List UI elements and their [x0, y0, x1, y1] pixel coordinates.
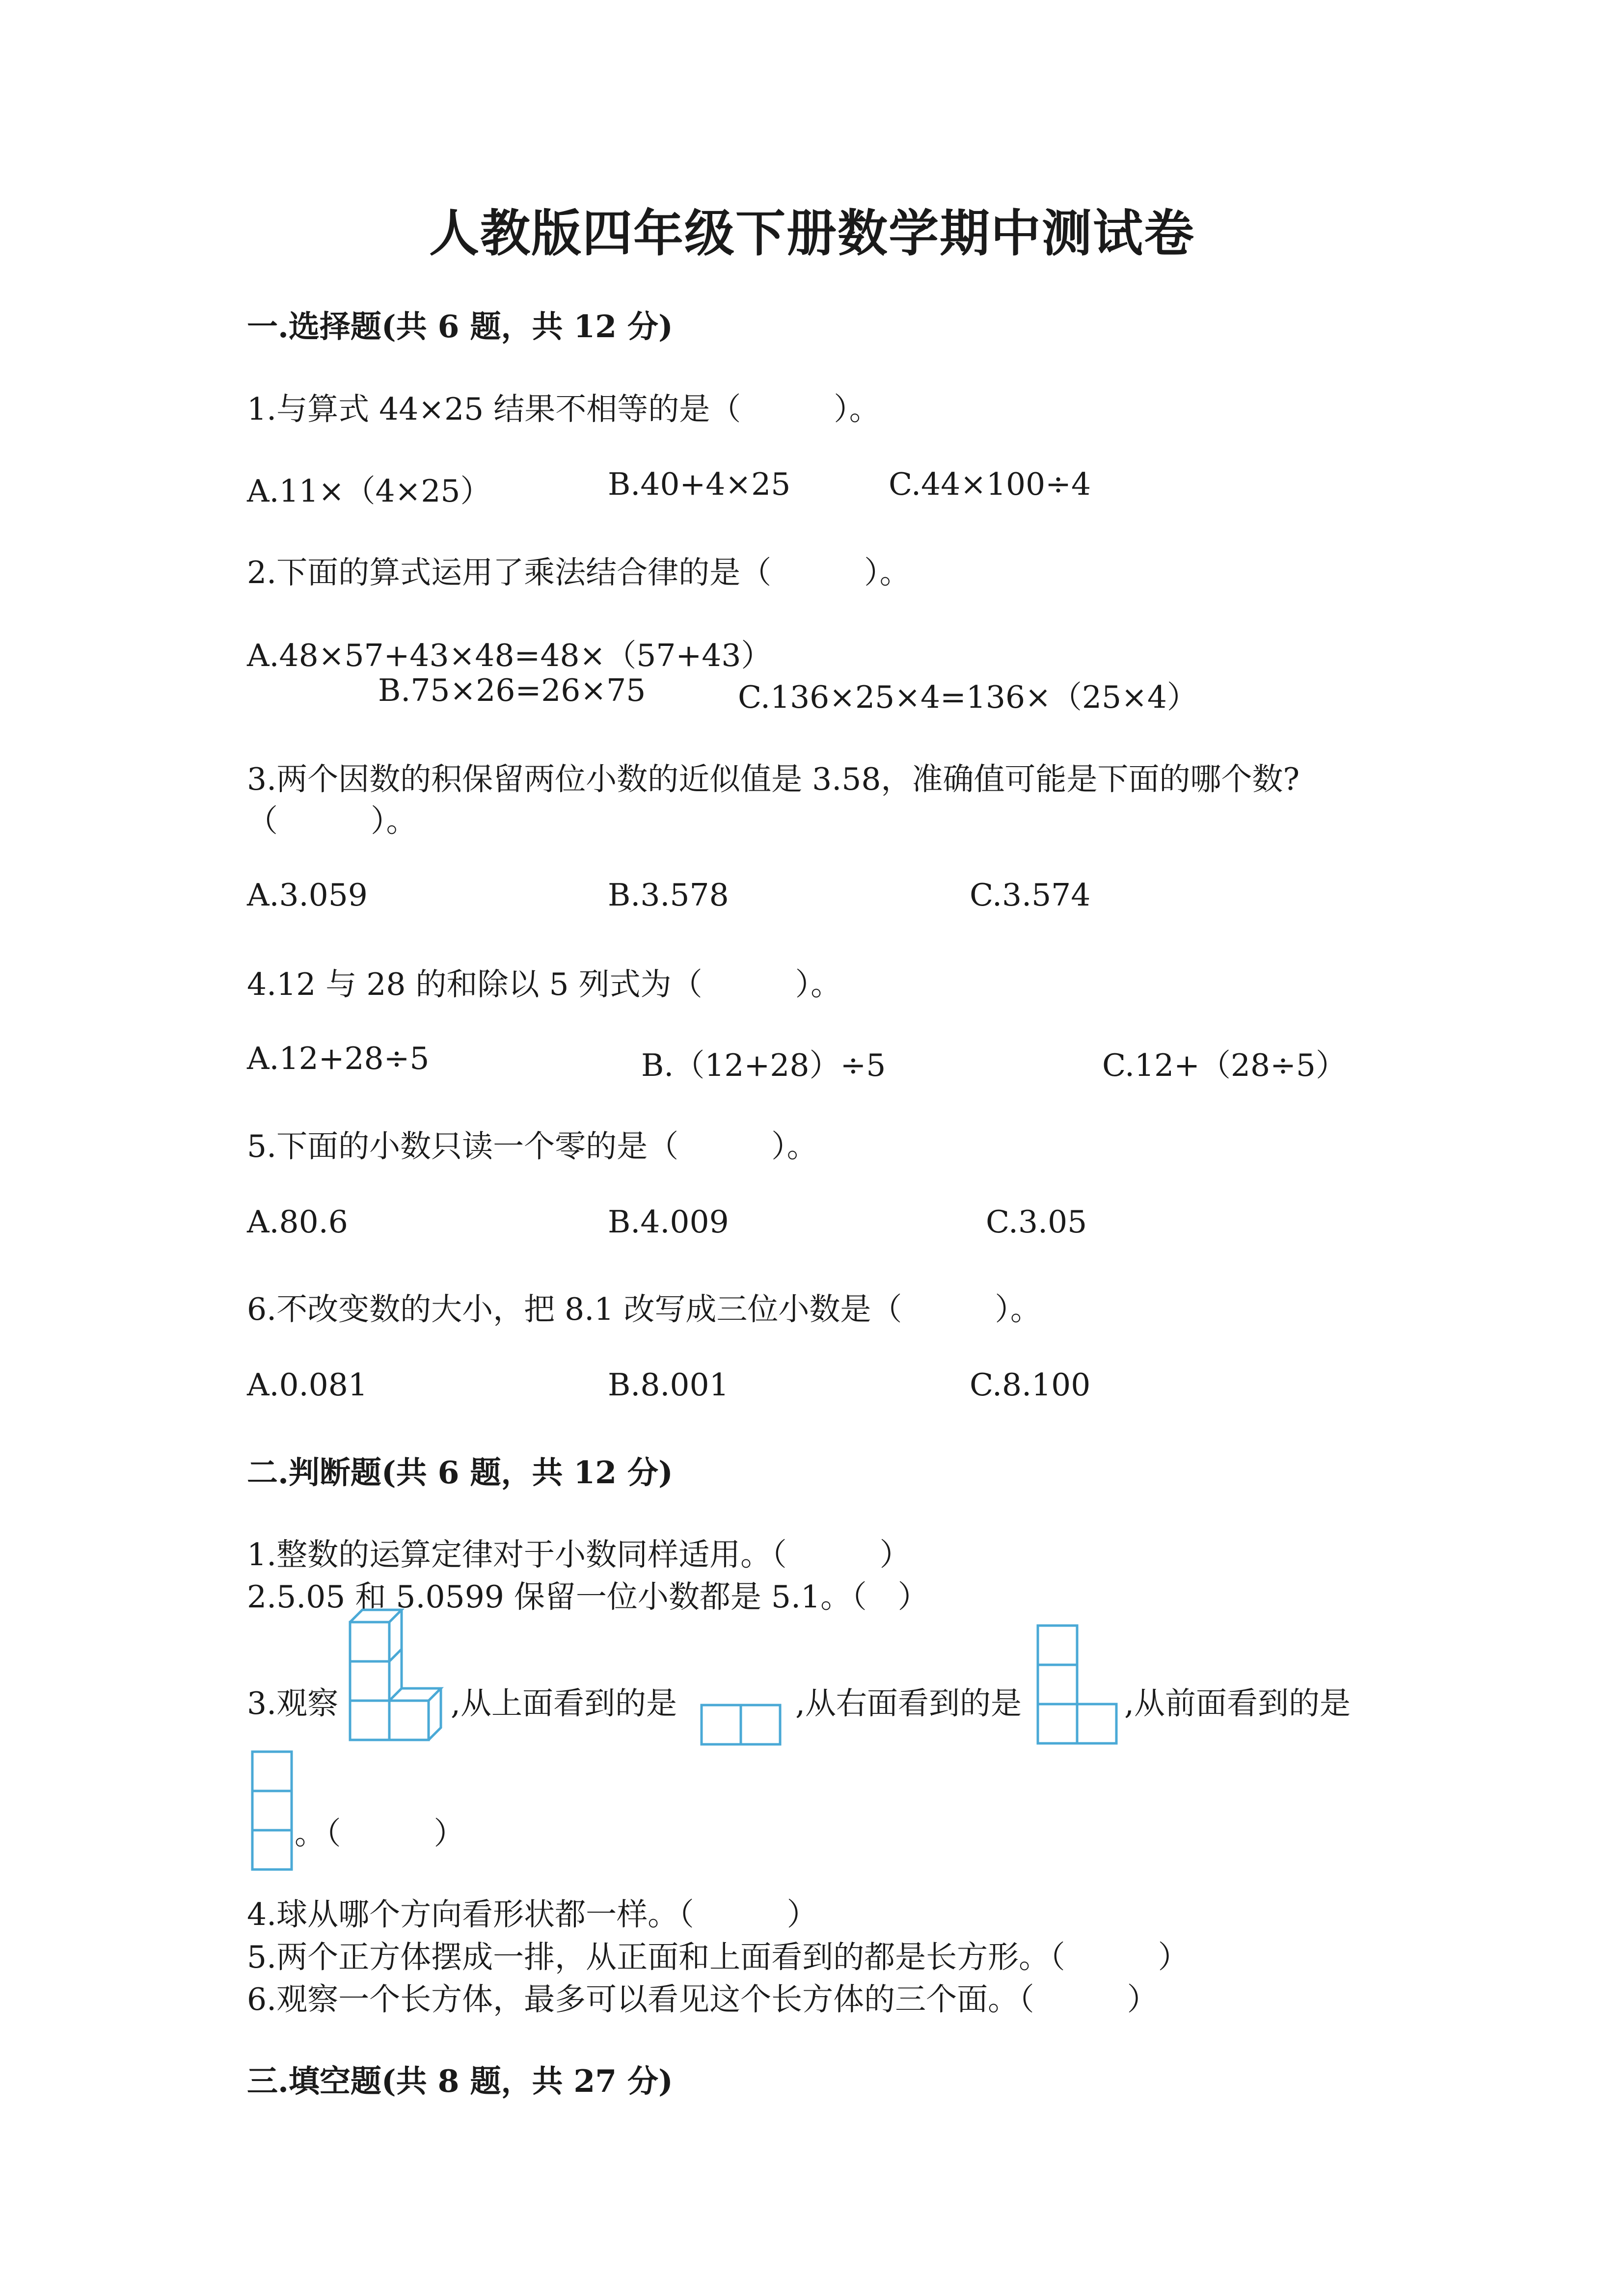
judge-question: 2.5.05 和 5.0599 保留一位小数都是 5.1。（ ）: [247, 1579, 929, 1615]
judge-question-part: ,从上面看到的是: [451, 1685, 677, 1721]
question-stem: 5.下面的小数只读一个零的是（ ）。: [247, 1128, 818, 1164]
question-stem: 3.两个因数的积保留两位小数的近似值是 3.58，准确值可能是下面的哪个数?: [247, 761, 1300, 797]
option-c: C.12+（28÷5）: [1102, 1047, 1347, 1083]
section-heading-fill: 三.填空题(共 8 题，共 27 分): [247, 2063, 673, 2099]
option-c: C.136×25×4=136×（25×4）: [738, 679, 1198, 715]
judge-question: 5.两个正方体摆成一排，从正面和上面看到的都是长方形。（ ）: [247, 1939, 1189, 1975]
option-a: A.11×（4×25）: [247, 473, 491, 509]
section-heading-choice: 一.选择题(共 6 题，共 12 分): [247, 308, 673, 345]
option-b: B.3.578: [608, 877, 729, 913]
judge-question: 4.球从哪个方向看形状都一样。（ ）: [247, 1896, 818, 1932]
question-stem-continued: （ ）。: [247, 803, 417, 839]
option-c: C.3.05: [986, 1204, 1087, 1240]
question-stem: 4.12 与 28 的和除以 5 列式为（ ）。: [247, 966, 842, 1002]
front-view-figure: [250, 1750, 297, 1875]
option-b: B.40+4×25: [608, 466, 791, 502]
option-b: B.（12+28）÷5: [641, 1047, 886, 1083]
judge-question-part: ,从前面看到的是: [1124, 1685, 1351, 1721]
option-a: A.80.6: [247, 1204, 348, 1240]
question-stem: 6.不改变数的大小，把 8.1 改写成三位小数是（ ）。: [247, 1291, 1041, 1327]
judge-question: 6.观察一个长方体，最多可以看见这个长方体的三个面。（ ）: [247, 1981, 1158, 2017]
option-a: A.0.081: [247, 1367, 368, 1403]
option-b: B.4.009: [608, 1204, 729, 1240]
judge-question: 1.整数的运算定律对于小数同样适用。（ ）: [247, 1537, 911, 1573]
option-c: C.44×100÷4: [889, 466, 1091, 502]
option-a: A.3.059: [247, 877, 368, 913]
option-b: B.75×26=26×75: [378, 672, 646, 708]
option-b: B.8.001: [608, 1367, 729, 1403]
judge-question-end: 。（ ）: [295, 1815, 465, 1851]
option-c: C.8.100: [970, 1367, 1091, 1403]
cube-stack-figure: [348, 1607, 448, 1755]
top-view-figure: [700, 1703, 785, 1750]
question-stem: 2.下面的算式运用了乘法结合律的是（ ）。: [247, 555, 911, 590]
page-title: 人教版四年级下册数学期中测试卷: [429, 204, 1195, 263]
option-c: C.3.574: [970, 877, 1091, 913]
section-heading-judge: 二.判断题(共 6 题，共 12 分): [247, 1454, 673, 1491]
option-a: A.48×57+43×48=48×（57+43）: [247, 638, 772, 673]
question-stem: 1.与算式 44×25 结果不相等的是（ ）。: [247, 391, 880, 427]
judge-question-part: 3.观察: [247, 1685, 339, 1721]
judge-question-part: ,从右面看到的是: [795, 1685, 1022, 1721]
right-view-figure: [1036, 1624, 1122, 1749]
option-a: A.12+28÷5: [247, 1041, 430, 1076]
